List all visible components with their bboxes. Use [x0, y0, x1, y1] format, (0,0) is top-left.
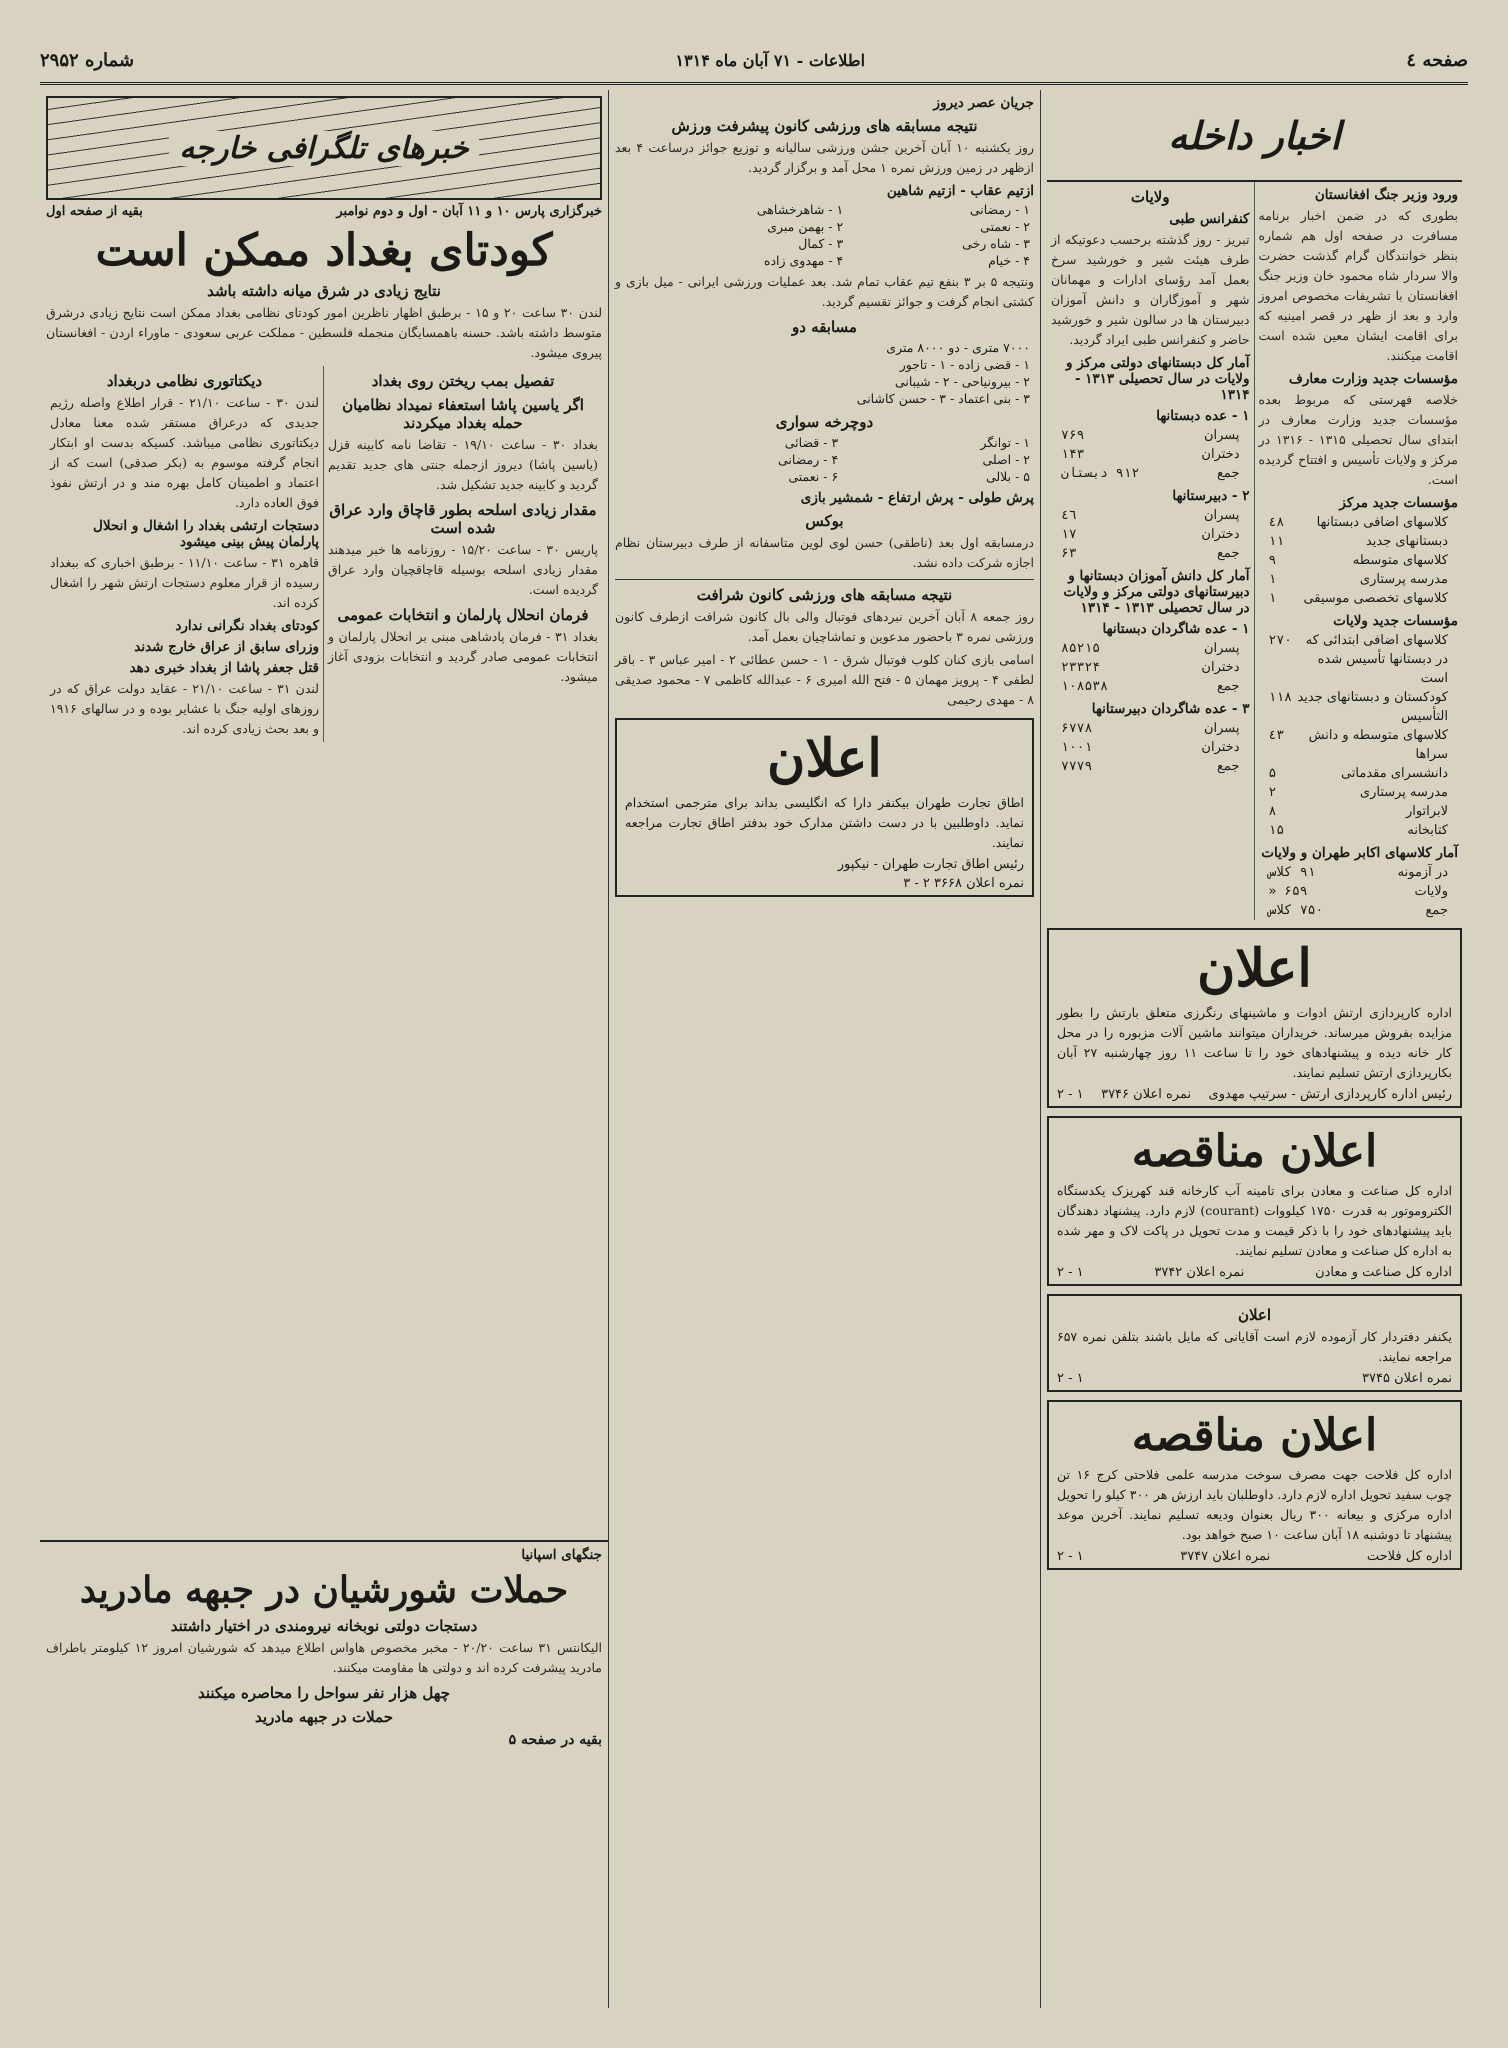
casualties-headline: چهل هزار نفر سواحل را محاصره میکنند [198, 1684, 450, 1702]
ad-army-sign: رئیس اداره کارپردازی ارتش - سرتیپ مهدوی [1208, 1087, 1452, 1102]
stat-row [1051, 506, 1250, 525]
sports-text-4: روز جمعه ۸ آبان آخرین نبردهای فوتبال والی بال کانون شرافت ازطرف کانون ورزشی نمره ۳ باحضور مدعوین و تماشاچیان بعمل آمد. [615, 609, 1034, 644]
ad-army [1047, 928, 1462, 1108]
provinces-headline: ولایات [1130, 188, 1170, 206]
stat-label: جمع [1217, 679, 1240, 694]
ad-chamber-number: نمره اعلان ۳۶۶۸ ۲ - ۳ [903, 876, 1024, 891]
result-cell: ۶ - نعمتی [788, 469, 839, 484]
ad-tender-agri-part: ۱ - ۲ [1057, 1549, 1084, 1564]
ad-clerk-title: اعلان [1237, 1306, 1272, 1324]
result-row [615, 468, 1034, 485]
stat-value: ٤٦ [1061, 508, 1077, 523]
result-row [615, 373, 1034, 390]
stat-label: دختران [1201, 660, 1240, 675]
result-cell: ۲ - اصلی [982, 452, 1030, 467]
ad-clerk-part: ۱ - ۲ [1057, 1371, 1084, 1386]
stat-row [1259, 589, 1459, 608]
result-cell: ۴ - خیام [988, 253, 1030, 268]
result-row [615, 451, 1034, 468]
stat-value: ۲۷۰ [1268, 633, 1292, 648]
ride-headline: دوچرخه سواری [775, 413, 874, 431]
ad-chamber-title: اعلان [767, 728, 882, 789]
s1-stats [1051, 426, 1250, 483]
stat-value: ۶۵۹ « [1268, 884, 1308, 899]
stat-value: ۱۴۳ [1061, 447, 1085, 462]
parliament-text: بغداد ۳۱ - فرمان پادشاهی مبنی بر انحلال پارلمان و انتخابات عمومی صادر گردید و انتخابات بزودی آغاز میشود. [328, 629, 598, 684]
stat-value: ۱۱۸ [1268, 690, 1292, 705]
result-row [615, 235, 1034, 252]
stat-row [1051, 464, 1250, 483]
stat-row [1259, 631, 1459, 688]
ad-clerk-number: نمره اعلان ۳۷۴۵ [1362, 1371, 1452, 1386]
stat-label: پسران [1203, 641, 1240, 656]
ride-table [615, 434, 1034, 485]
stat-label: کلاسهای تخصصی موسیقی [1303, 591, 1448, 606]
sports-section: جریان عصر دیروز [933, 95, 1034, 111]
stat-value: ۱۰۰۱ [1061, 740, 1093, 755]
issue-number: شماره ۲۹۵۲ [40, 49, 135, 71]
ad-army-title: اعلان [1197, 938, 1312, 999]
stat-row [1051, 426, 1250, 445]
weapons-headline: مقدار زیادی اسلحه بطور قاچاق وارد عراق شده است [329, 501, 597, 537]
result-cell: ۵ - بلالی [985, 469, 1030, 484]
result-row [615, 201, 1034, 218]
domestic-top [1047, 182, 1462, 920]
result-cell: ۴ - رمضانی [777, 452, 839, 467]
main-subhead: نتایج زیادی در شرق میانه داشته باشد [207, 282, 441, 300]
stat-row [1051, 719, 1250, 738]
center-stats [1259, 513, 1459, 608]
stat-label: لابراتوار [1405, 804, 1448, 819]
stat-value: ۲۳۳۲۴ [1061, 660, 1101, 675]
stat-label: جمع [1217, 759, 1240, 774]
stat-value: ۱۵ [1268, 823, 1285, 838]
result-cell: ۲ - بهمن مبری [767, 219, 844, 234]
sports-column [608, 90, 1040, 2008]
run-headline: مسابقه دو [792, 318, 857, 336]
ad-clerk-text: یکنفر دفتردار کار آزموده لازم است آقایانی که مایل باشند بتلفن نمره ۶۵۷ مراجعه نمایند. [1057, 1329, 1452, 1364]
ad-clerk [1047, 1294, 1462, 1392]
stat-row [1051, 658, 1250, 677]
stat-row [1259, 688, 1459, 726]
ad-chamber-text: اطاق تجارت طهران بیکنفر دارا که انگلیسی بداند برای مترجمی استخدام نماید. داوطلبین با در دست داشتن مدارک خود بدفتر اطاق تجارت مراجعه نمایند. [625, 795, 1024, 850]
foreign-agencies: خبرگزاری پارس ۱۰ و ۱۱ آبان - اول و دوم نوامبر [336, 204, 602, 219]
madrid-headline: حملات شورشیان در جبهه مادرید [79, 1569, 569, 1611]
spain-text: الیکانتس ۳۱ ساعت ۲۰/۲۰ - مخبر مخصوص هاواس اطلاع میدهد که شورشیان امروز ۱۲ کیلومتر باطراف مادرید پیشرفت کرده اند و دولتی ها مقاومت میکنند. [46, 1640, 602, 1675]
class-stats [1259, 863, 1459, 920]
afghan-text: بطوری که در ضمن اخبار برنامه مسافرت در صفحه اول هم شماره بنظر خوانندگان گرام گذشت حضرت والا سردار شاه محمود خان وزیر جنگ افغانستان با تشریفات مخصوص امروز وارد و بعد از ظهر در قصر امینیه که برای اقامت ایشان معین شده است اقامت میکنند. [1258, 208, 1458, 363]
sports-text-2: ونتیجه ۵ بر ۳ بنفع تیم عقاب تمام شد. بعد عملیات ورزشی ایرانی - میل بازی و کشتی انجام گرفت و جوائز تقسیم گردید. [615, 274, 1034, 309]
ministers-headline: وزرای سابق از عراق خارج شدند [134, 639, 319, 655]
sports-headline-1: نتیجه مسابقه های ورزشی کانون پیشرفت ورزش [671, 117, 978, 135]
stats-headline: آمار کل دبستانهای دولتی مرکز و ولایات در سال تحصیلی ۱۳۱۳ - ۱۳۱۴ [1066, 355, 1250, 403]
run-table [615, 339, 1034, 407]
stats-4-headline: ۳ - عده شاگردان دبیرستانها [1091, 701, 1250, 717]
result-cell: ۳ - بنی اعتماد - ۳ - حسن کاشانی [856, 391, 1030, 406]
stat-value: ۵ [1268, 766, 1277, 781]
stat-label: مدرسه پرستاری [1359, 785, 1448, 800]
team-headline: ازتیم عقاب - ازتیم شاهین [886, 183, 1034, 199]
stats-3-headline: ۱ - عده شاگردان دبستانها [1102, 621, 1250, 637]
stat-value: ۹۱ کلاس [1268, 865, 1316, 880]
yasin-text: بغداد ۳۰ - ساعت ۱۹/۱۰ - تقاضا نامه کابینه قزل (یاسین پاشا) دیروز ازجمله جنتی های جدید تقدیم گردید و کابینه جدید تشکیل شد. [328, 437, 598, 492]
ad-tender-industry [1047, 1116, 1462, 1286]
stat-label: دانشسرای مقدماتی [1340, 766, 1448, 781]
stat-value: ۱ [1268, 572, 1277, 587]
classes-headline: آمار کلاسهای اکابر طهران و ولایات [1261, 845, 1458, 861]
stat-value: ۸ [1268, 804, 1277, 819]
stat-row [1051, 639, 1250, 658]
dictatorship-headline: دیکتاتوری نظامی دربغداد [106, 372, 263, 390]
stat-value: ۷۶۹ [1061, 428, 1085, 443]
prov-inst-headline: مؤسسات جدید ولایات [1333, 613, 1458, 629]
ad-tender-agri-title: اعلان مناقصه [1131, 1410, 1378, 1461]
stat-row [1259, 802, 1459, 821]
result-row [615, 218, 1034, 235]
stat-row [1259, 882, 1459, 901]
players-list: اسامی بازی کنان کلوب فوتبال شرق - ۱ - حسن عطائی ۲ - امیر عباس ۳ - باقر لطفی ۴ - پرویز مهمان ۵ - فتح الله امیری ۶ - عبدالله کاظمی ۷ - محمود صدیقی ۸ - مهدی رحیمی [615, 652, 1035, 707]
stat-row [1259, 901, 1459, 920]
stat-value: ۹۱۲ دبستان [1061, 466, 1140, 481]
foreign-banner [46, 96, 602, 200]
front-headline: حملات در جبهه مادرید [255, 1708, 393, 1726]
spain-subhead: دستجات دولتی نوبخانه نیرومندی در اختیار داشتند [170, 1617, 478, 1635]
stat-label: کلاسهای متوسطه و دانش سراها [1308, 728, 1448, 762]
stat-label: جمع [1217, 466, 1240, 481]
domestic-column [1040, 90, 1468, 2008]
stat-label: مدرسه پرستاری [1359, 572, 1448, 587]
ad-tender-industry-part: ۱ - ۲ [1057, 1265, 1084, 1280]
ad-army-text: اداره کارپردازی ارتش ادوات و ماشینهای رنگرزی متعلق بارتش را بطور مزایده بفروش میرساند. خریداران میتوانند ماشین آلات مزبوره را در محل کار خانه دیده و پیشنهادهای خود را تا ساعت ۱۱ روز چهارشنبه ۲۷ آبان بکارپردازی ارتش تسلیم نمایند. [1057, 1005, 1452, 1080]
jump-headline: پرش طولی - پرش ارتفاع - شمشیر بازی [800, 490, 1034, 506]
stat-row [1259, 532, 1459, 551]
prov-stats [1259, 631, 1459, 840]
main-headline: کودتای بغداد ممکن است [95, 225, 553, 276]
s4-stats [1051, 719, 1250, 776]
main-text: لندن ۳۰ ساعت ۲۰ و ۱۵ - برطبق اظهار ناظرین امور کودتای نظامی بغداد ممکن است نتایج زیادی درشرق متوسط داشته باشد. حسنه باهمسایگان منجمله فلسطین - مملکت عربی سعودی - ماوراء اردن - افغانستان پیروی میشود. [46, 305, 602, 360]
result-row [615, 356, 1034, 373]
stat-row [1259, 764, 1459, 783]
stat-label: کلاسهای اضافی ابتدائی که در دبستانها تأسیس شده است [1305, 633, 1448, 686]
stat-row [1259, 863, 1459, 882]
foreign-column [40, 90, 608, 2008]
stat-value: ٤٨ [1268, 515, 1285, 530]
page-number: صفحه ٤ [1406, 49, 1468, 71]
yasin-headline: اگر یاسین پاشا استعفاء نمیداد نظامیان حمله بغداد میکردند [342, 396, 584, 432]
domestic-subcol-left [1047, 182, 1255, 920]
result-cell: ۴ - مهدوی زاده [763, 253, 844, 268]
domestic-subcol-right [1255, 182, 1463, 920]
stat-label: ولایات [1414, 884, 1448, 899]
ad-army-number: نمره اعلان ۳۷۴۶ [1101, 1087, 1192, 1102]
foreign-continued: بقیه از صفحه اول [46, 204, 143, 219]
ad-tender-agri-text: اداره کل فلاحت جهت مصرف سوخت مدرسه علمی فلاحتی کرج ۱۶ تن چوب سفید تحویل اداره لازم دارد. داوطلبان باید ارزش هر ۳۰۰ کیلو را تحویل اداره مرکزی و بیعانه ۳۰۰ ریال بعنوان ودیعه تسلیم نمایند. آخرین موعد پیشنهاد تا دوشنبه ۱۸ آبان ساعت ۱۰ صبح خواهد بود. [1057, 1467, 1453, 1542]
stat-row [1259, 570, 1459, 589]
stat-row [1259, 783, 1459, 802]
stats-2-headline: ۲ - دبیرستانها [1172, 488, 1250, 504]
result-cell: ۷۰۰۰ متری - دو ۸۰۰۰ متری [886, 340, 1030, 355]
result-cell: ۳ - شاه رخی [962, 236, 1030, 251]
stat-label: کتابخانه [1407, 823, 1448, 838]
sports-headline-2: نتیجه مسابقه های ورزشی کانون شرافت [696, 586, 953, 604]
continued-end: بقیه در صفحه ۵ [508, 1732, 602, 1748]
schools-text: خلاصه فهرستی که مربوط بعده مؤسسات جدید وزارت معارف در ابتدای سال تحصیلی ۱۳۱۵ - ۱۳۱۶ در مرکز و ولایات تأسیس و افتتاح گردیده است. [1258, 392, 1459, 487]
stat-label: دبستانهای جدید [1365, 534, 1448, 549]
stat-value: ۱۰۸۵۳۸ [1061, 679, 1108, 694]
stat-value: ۷۷۷۹ [1061, 759, 1093, 774]
students-headline: آمار کل دانش آموزان دبستانها و دبیرستانهای دولتی مرکز و ولایات در سال تحصیلی ۱۳۱۳ - ۱۳۱۴ [1063, 568, 1250, 616]
stat-value: ١١ [1268, 534, 1285, 549]
s3-stats [1051, 639, 1250, 696]
afghan-headline: ورود وزیر جنگ افغانستان [1314, 187, 1458, 203]
spain-section-title: جنگهای اسپانیا [521, 1547, 602, 1563]
dictatorship-text: لندن ۳۰ - ساعت ۲۱/۱۰ - قرار اطلاع واصله رژیم جدیدی که درعراق مستقر شده معنا معادل دیکتاتوری نظامی میباشد. کسیکه بدست او ابتکار انجام گرفته موسوم به (بکر صدقی) است که از اعتماد و اطمینان کامل بهره مند و در ارتش نفوذ فوق العاده دارد. [50, 395, 319, 510]
foreign-subcol-left [46, 366, 324, 742]
paper-date: اطلاعات - ۷۱ آبان ماه ۱۳۱۴ [675, 50, 866, 70]
s2-stats [1051, 506, 1250, 563]
ad-tender-industry-title: اعلان مناقصه [1131, 1126, 1378, 1177]
ad-tender-industry-number: نمره اعلان ۳۷۴۲ [1154, 1265, 1245, 1280]
stat-label: پسران [1203, 508, 1240, 523]
domestic-logo: اخبار داخله [1047, 90, 1462, 182]
box-text: درمسابقه اول بعد (ناطقی) حسن لوی لوین متاسفانه از طرف دبیرستان نظام اجازه شرکت داده نشد. [615, 535, 1034, 570]
sports-text-1: روز یکشنبه ۱۰ آبان آخرین جشن ورزشی سالیانه و توزیع جوائز درساعت ۴ بعد ازظهر در زمین ورزش نمره ۱ محل آمد و برگزار گردید. [615, 140, 1035, 175]
stat-row [1051, 525, 1250, 544]
stat-value: ۲ [1268, 785, 1277, 800]
result-row [615, 390, 1034, 407]
foreign-banner-text: خبرهای تلگرافی خارجه [169, 131, 478, 166]
stat-label: کلاسهای اضافی دبستانها [1316, 515, 1448, 530]
result-cell: ۲ - بیرونیاحی - ۲ - شیبانی [894, 374, 1030, 389]
stat-label: پسران [1203, 721, 1240, 736]
jafar-text: لندن ۳۱ - ساعت ۲۱/۱۰ - عقاید دولت عراق که در روزهای اولیه جنگ با عشایر بوده و در سالهای ۱۹۱۶ و بعد بحث زیادی کرده اند. [50, 681, 319, 736]
conference-headline: کنفرانس طبی [1169, 211, 1250, 227]
spain-section [40, 1540, 608, 2008]
ad-chamber-sign: رئیس اطاق تجارت طهران - نیکپور [837, 857, 1024, 872]
ad-tender-industry-text: اداره کل صناعت و معادن برای تامینه آب کارخانه قند کهریزک یکدستگاه الکتروموتور به قدرت ۱۷۵۰ کیلووات (courant) لازم دارد. پیشنهاد دهندگان باید پیشنهادهای خود را با ذکر قیمت و مدت تحویل در پاکت لاک و مهر شده به اداره کل صناعت و معادن تسلیم نمایند. [1057, 1183, 1452, 1258]
stat-row [1051, 757, 1250, 776]
result-cell: ۲ - نعمتی [980, 219, 1030, 234]
result-cell: ۳ - کمال [798, 236, 844, 251]
stat-label: دختران [1201, 447, 1240, 462]
ad-chamber [615, 718, 1034, 897]
stat-value: ۶۳ [1061, 546, 1077, 561]
stat-label: دختران [1201, 740, 1240, 755]
parliament-headline: فرمان انحلال پارلمان و انتخابات عمومی [337, 606, 589, 624]
stat-row [1051, 544, 1250, 563]
stat-label: جمع [1217, 546, 1240, 561]
stat-label: در آزمونه [1397, 865, 1448, 880]
result-cell: ۱ - قضی زاده - ۱ - تاجور [899, 357, 1030, 372]
details-headline: تفصیل بمب ریختن روی بغداد [371, 372, 555, 390]
box-headline: بوکس [805, 512, 844, 530]
stat-value: ۱ [1268, 591, 1277, 606]
concern-headline: کودتای بغداد نگرانی ندارد [175, 618, 319, 634]
stat-row [1051, 738, 1250, 757]
stat-row [1259, 551, 1459, 570]
stat-label: کودکستان و دبستانهای جدید التأسیس [1297, 690, 1448, 724]
weapons-text: پاریس ۳۰ - ساعت ۱۵/۲۰ - روزنامه ها خبر میدهند مقدار زیادی اسلحه بوسیله قاچاقچیان وارد عراق گردیده است. [328, 542, 598, 597]
foreign-subcolumns [46, 366, 602, 742]
ad-tender-agri-number: نمره اعلان ۳۷۴۷ [1180, 1549, 1271, 1564]
ad-army-part: ۱ - ۲ [1057, 1087, 1084, 1102]
stat-value: ٤٣ [1268, 728, 1285, 743]
stats-1-headline: ۱ - عده دبستانها [1156, 408, 1250, 424]
result-cell: ۱ - توانگر [980, 435, 1030, 450]
stat-value: ۷۵۰ کلاس [1268, 903, 1324, 918]
ad-tender-industry-sign: اداره کل صناعت و معادن [1315, 1265, 1452, 1280]
result-row [615, 339, 1034, 356]
arrests-headline: دستجات ارتشی بغداد را اشغال و انحلال پارلمان پیش بینی میشود [93, 518, 319, 550]
stat-label: کلاسهای متوسطه [1352, 553, 1448, 568]
masthead [40, 38, 1468, 85]
stat-value: ۶۷۷۸ [1061, 721, 1093, 736]
stat-row [1051, 677, 1250, 696]
result-cell: ۱ - شاهرخشاهی [756, 202, 844, 217]
stat-row [1051, 445, 1250, 464]
conference-text: تبریز - روز گذشته برحسب دعوتیکه از طرف هیئت شیر و خورشید سرخ بعمل آمد رؤسای ادارات و مهمانان شهر و آموزگاران و دانش آموزان دبیرستان ها در سالون شیر و خورشید حاضر و کنفرانس طبی ایراد گردید. [1051, 232, 1250, 347]
result-row [615, 434, 1034, 451]
result-row [615, 252, 1034, 269]
team-table [615, 201, 1034, 269]
result-cell: ۱ - رمضانی [969, 202, 1030, 217]
stat-row [1259, 513, 1459, 532]
jafar-headline: قتل جعفر پاشا از بغداد خبری دهد [129, 660, 319, 676]
foreign-subcol-right [324, 366, 602, 742]
arrests-text: قاهره ۳۱ - ساعت ۱۱/۱۰ - برطبق اخباری که ببغداد رسیده از قرار معلوم دستجات ارتش شهر را اشغال کرده اند. [50, 555, 319, 610]
stat-label: دختران [1201, 527, 1240, 542]
stat-value: ۱۷ [1061, 527, 1077, 542]
result-cell: ۳ - قضائی [784, 435, 839, 450]
stat-value: ۸۵۲۱۵ [1061, 641, 1101, 656]
stat-label: جمع [1425, 903, 1448, 918]
ad-tender-agri [1047, 1400, 1462, 1570]
stat-value: ۹ [1268, 553, 1277, 568]
ad-tender-agri-sign: اداره کل فلاحت [1366, 1549, 1452, 1564]
stat-label: پسران [1203, 428, 1240, 443]
stat-row [1259, 821, 1459, 840]
schools-headline: مؤسسات جدید وزارت معارف [1288, 371, 1458, 387]
center-headline: مؤسسات جدید مرکز [1339, 495, 1458, 511]
stat-row [1259, 726, 1459, 764]
